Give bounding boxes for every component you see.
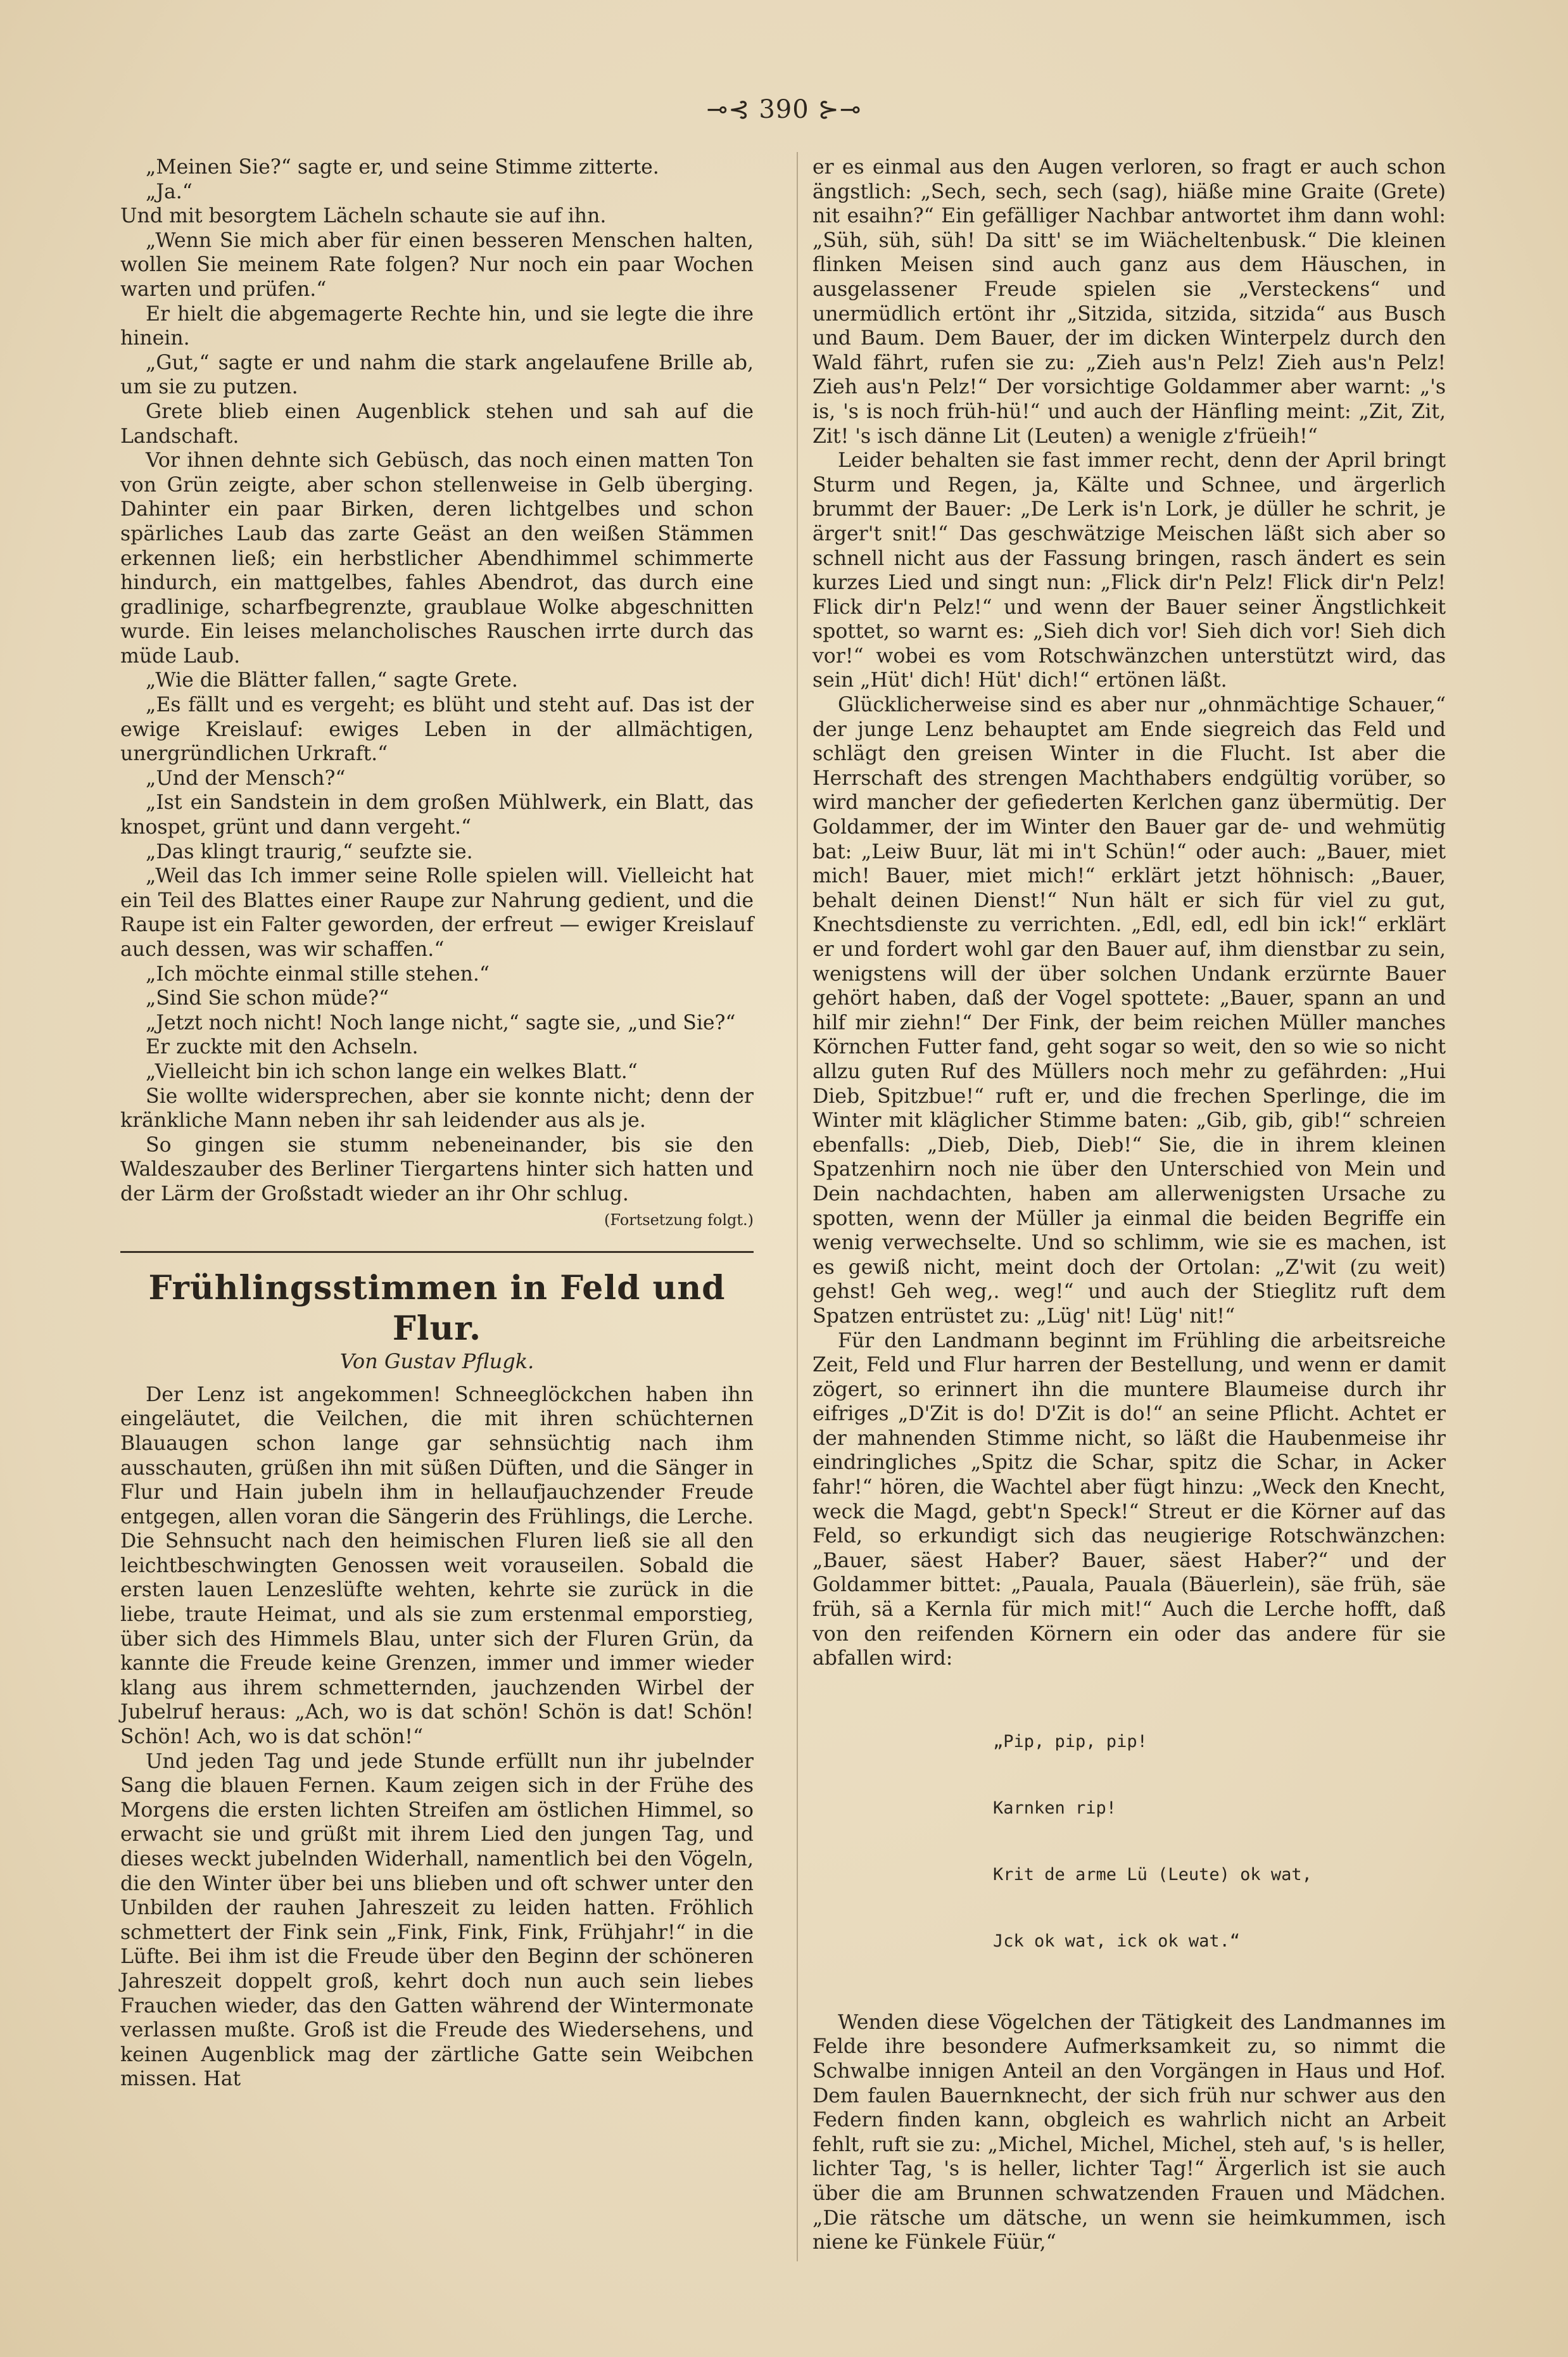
article-paragraph: Leider behalten sie fast immer recht, denn der April bringt Sturm und Regen, ja, Kälte und Schnee, und ärgerlich brummt der Bauer: „De Lerk is'n Lork, je düller he schrit, je ärger't snit!“ Das geschwätzige Meischen läßt sich aber so schnell nicht aus der Fassung bringen, rasch ändert es sein kurzes Lied und singt nun: „Flick dir'n Pelz! Flick dir'n Pelz! Flick dir'n Pelz!“ und wenn der Bauer seiner Ängstlichkeit spottet, so warnt es: „Sieh dich vor! Sieh dich vor! Sieh dich vor!“ wobei es vom Rotschwänzchen unterstützt wird, das sein „Hüt' dich! Hüt' dich!“ ertönen läßt. bbox=[812, 449, 1446, 692]
article-paragraph: Wenden diese Vögelchen der Tätigkeit des Landmannes im Felde ihre besondere Aufmerksamkeit zu, so nimmt die Schwalbe innigen Anteil an den Vorgängen in Haus und Hof. Dem faulen Bauernknecht, der sich früh nur schwer aus den Federn finden kann, obgleich es wahrlich nicht an Arbeit fehlt, ruft sie zu: „Michel, Michel, Michel, steh auf, 's is heller, lichter Tag, 's is heller, lichter Tag!“ Ärgerlich ist sie auch über die am Brunnen schwatzenden Frauen und Mädchen. „Die rätsche um dätsche, un wenn sie heimkummen, isch niene ke Fünkele Füür,“ bbox=[812, 2011, 1446, 2254]
verse-line: „Pip, pip, pip! bbox=[993, 1731, 1148, 1751]
story-continuation bbox=[120, 155, 754, 1232]
story-paragraph: Grete blieb einen Augenblick stehen und sah auf die Landschaft. bbox=[120, 400, 754, 448]
story-paragraph: „Sind Sie schon müde?“ bbox=[146, 987, 389, 1010]
verse-line: Karnken rip! bbox=[993, 1798, 1117, 1818]
story-paragraph: „Es fällt und es vergeht; es blüht und steht auf. Das ist der ewige Kreislauf: ewiges Leben in der allmächtigen, unergründlichen Urkraft.“ bbox=[120, 694, 754, 766]
column-divider bbox=[797, 152, 798, 2261]
bird-verse bbox=[993, 1686, 1446, 1997]
verse-line: Jck ok wat, ick ok wat.“ bbox=[993, 1931, 1241, 1951]
story-paragraph: Sie wollte widersprechen, aber sie konnte nicht; denn der kränkliche Mann neben ihr sah leidender aus als je. bbox=[120, 1084, 754, 1133]
article-paragraph: Und jeden Tag und jede Stunde erfüllt nun ihr jubelnder Sang die blauen Fernen. Kaum zeigen sich in der Frühe des Morgens die ersten lichten Streifen am östlichen Himmel, so erwacht sie und grüßt mit ihrem Lied den jungen Tag, und dieses weckt jubelnden Widerhall, namentlich bei den Vögeln, die den Winter über bei uns blieben und oft schwer unter den Unbilden der rauhen Jahreszeit zu leiden hatten. Fröhlich schmettert der Fink sein „Fink, Fink, Fink, Frühjahr!“ in die Lüfte. Bei ihm ist die Freude über den Beginn der schöneren Jahreszeit doppelt groß, kehrt doch nun auch sein liebes Frauchen wieder, das den Gatten während der Wintermonate verlassen mußte. Groß ist die Freude des Wiedersehens, und keinen Augenblick mag der zärtliche Gatte sein Weibchen missen. Hat bbox=[120, 1750, 754, 2091]
article-title: Frühlingsstimmen in Feld und Flur. bbox=[148, 1269, 726, 1349]
story-paragraph: Er hielt die abgemagerte Rechte hin, und sie legte die ihre hinein. bbox=[120, 302, 754, 350]
story-paragraph: Vor ihnen dehnte sich Gebüsch, das noch einen matten Ton von Grün zeigte, aber schon stellenweise in Gelb überging. Dahinter ein paar Birken, deren lichtgelbes und schon spärliches Laub das zarte Geäst an den weißen Stämmen erkennen ließ; ein herbstlicher Abendhimmel schimmerte hindurch, ein mattgelbes, fahles Abendrot, das durch eine gradlinige, scharfbegrenzte, graublaue Wolke abgeschnitten wurde. Ein leises melancholisches Rauschen irrte durch das müde Laub. bbox=[120, 449, 754, 668]
page-header bbox=[0, 95, 1568, 124]
ornament-left: ⊸⊰ bbox=[706, 95, 750, 124]
story-paragraph: „Und der Mensch?“ bbox=[146, 766, 346, 790]
article-paragraph: Glücklicherweise sind es aber nur „ohnmächtige Schauer,“ der junge Lenz behauptet am Ende siegreich das Feld und schlägt den greisen Winter in die Flucht. Ist aber die Herrschaft des strengen Machthabers endgültig vorüber, so wird mancher der gefiederten Kerlchen ganz übermütig. Der Goldammer, der im Winter den Bauer gar de- und wehmütig bat: „Leiw Buur, lät mi in't Schün!“ oder auch: „Bauer, miet mich! Bauer, miet mich!“ erklärt jetzt höhnisch: „Bauer, behalt deinen Dienst!“ Nun hält er sich für viel zu gut, Knechtsdienste zu verrichten. „Edl, edl, edl bin ick!“ erklärt er und fordert wohl gar den Bauer auf, ihm dienstbar zu sein, wenigstens will der über solchen Undank erzürnte Bauer gehört haben, daß der Vogel spottete: „Bauer, spann an und hilf mir ziehn!“ Der Fink, der beim reichen Müller manches Körnchen Futter fand, geht sogar so weit, den so wie so nicht allzu guten Ruf des Müllers noch mehr zu gefährden: „Hui Dieb, Spitzbue!“ ruft er, und die frechen Sperlinge, die im Winter mit kläglicher Stimme baten: „Gib, gib, gib!“ schreien ebenfalls: „Dieb, Dieb, Dieb!“ Sie, die in ihrem kleinen Spatzenhirn noch nie über den Unterschied von Mein und Dein nachdachten, haben am allerwenigsten Ursache zu spotten, wenn der Müller ja einmal die beiden Begriffe ein wenig verwechselte. Und so schlimm, wie sie es machen, ist es gewiß nicht, meint doch der Ortolan: „Z'wit (zu weit) gehst! Geh weg,. weg!“ und auch der Stieglitz ruft dem Spatzen entrüstet zu: „Lüg' nit! Lüg' nit!“ bbox=[812, 694, 1446, 1328]
article-paragraph: Der Lenz ist angekommen! Schneeglöckchen haben ihn eingeläutet, die Veilchen, die mit ihren schüchternen Blauaugen schon lange gar sehnsüchtig nach ihm ausschauten, grüßen ihn mit süßen Düften, und die Sänger in Flur und Hain jubeln ihm in hellaufjauchzender Freude entgegen, allen voran die Sängerin des Frühlings, die Lerche. Die Sehnsucht nach den heimischen Fluren ließ sie all den leichtbeschwingten Genossen weit vorauseilen. Sobald die ersten lauen Lenzeslüfte wehten, kehrte sie zurück in die liebe, traute Heimat, und als sie zum erstenmal emporstieg, über sich des Himmels Blau, unter sich der Fluren Grün, da kannte die Freude keine Grenzen, immer und immer wieder klang aus ihrem schmetternden, jauchzenden Wirbel der Jubelruf heraus: „Ach, wo is dat schön! Schön is dat! Schön! Schön! Ach, wo is dat schön!“ bbox=[120, 1383, 754, 1749]
story-paragraph: Er zuckte mit den Achseln. bbox=[146, 1036, 419, 1059]
story-paragraph: So gingen sie stumm nebeneinander, bis sie den Waldeszauber des Berliner Tiergartens hinter sich hatten und der Lärm der Großstadt wieder an ihr Ohr schlug. bbox=[120, 1133, 754, 1205]
story-paragraph: „Gut,“ sagte er und nahm die stark angelaufene Brille ab, um sie zu putzen. bbox=[120, 351, 754, 399]
right-column bbox=[812, 155, 1446, 2255]
article-paragraph: Für den Landmann beginnt im Frühling die arbeitsreiche Zeit, Feld und Flur harren der Bestellung, und wenn er damit zögert, so erinnert ihn die muntere Blaumeise durch ihr eifriges „D'Zit is do! D'Zit is do!“ an seine Pflicht. Achtet er der mahnenden Stimme nicht, so läßt die Haubenmeise ihr eindringliches „Spitz die Schar, spitz die Schar, in Acker fahr!“ hören, die Wachtel aber fügt hinzu: „Weck den Knecht, weck die Magd, gebt'n Speck!“ Streut er die Körner auf das Feld, so erkundigt sich das neugierige Rotschwänzchen: „Bauer, säest Haber? Bauer, säest Haber?“ und der Goldammer bittet: „Pauala, Pauala (Bäuerlein), säe früh, säe früh, sä a Kernla für mich mit!“ Auch die Lerche hofft, daß von den reifenden Körnern ein oder das andere für sie abfallen wird: bbox=[812, 1329, 1446, 1670]
story-paragraph: „Weil das Ich immer seine Rolle spielen will. Vielleicht hat ein Teil des Blattes einer Raupe zur Nahrung gedient, und die Raupe ist ein Falter geworden, der erfreut — ewiger Kreislauf auch dessen, was wir schaffen.“ bbox=[120, 865, 754, 961]
story-paragraph: „Wie die Blätter fallen,“ sagte Grete. bbox=[146, 669, 518, 692]
story-paragraph: „Meinen Sie?“ sagte er, und seine Stimme zitterte. bbox=[146, 156, 659, 179]
article-byline: Von Gustav Pflugk. bbox=[339, 1349, 534, 1374]
story-paragraph: Und mit besorgtem Lächeln schaute sie auf ihn. bbox=[120, 205, 607, 228]
page-number: 390 bbox=[759, 95, 809, 124]
article-divider bbox=[120, 1251, 754, 1253]
story-paragraph: „Das klingt traurig,“ seufzte sie. bbox=[146, 840, 473, 863]
story-paragraph: „Wenn Sie mich aber für einen besseren Menschen halten, wollen Sie meinem Rate folgen? Nur noch ein paar Wochen warten und prüfen.“ bbox=[120, 229, 754, 301]
continued-note: (Fortsetzung folgt.) bbox=[604, 1210, 754, 1229]
story-paragraph: „Vielleicht bin ich schon lange ein welkes Blatt.“ bbox=[146, 1060, 638, 1083]
story-paragraph: „Ja.“ bbox=[146, 180, 193, 203]
story-paragraph: „Ist ein Sandstein in dem großen Mühlwerk, ein Blatt, das knospet, grünt und dann vergeht.“ bbox=[120, 791, 754, 839]
ornament-right: ⊱⊸ bbox=[818, 95, 862, 124]
story-paragraph: „Jetzt noch nicht! Noch lange nicht,“ sagte sie, „und Sie?“ bbox=[146, 1011, 736, 1034]
article-paragraph: er es einmal aus den Augen verloren, so fragt er auch schon ängstlich: „Sech, sech, sech (sag), hiäße mine Graite (Grete) nit esaihn?“ Ein gefälliger Nachbar antwortet ihm dann wohl: „Süh, süh, süh! Da sitt' se im Wiächeltenbusk.“ Die kleinen flinken Meisen sind auch ganz aus dem Häuschen, in ausgelassener Freude spielen sie „Versteckens“ und unermüdlich ertönt ihr „Sitzida, sitzida, sitzida“ aus Busch und Baum. Dem Bauer, der im dicken Winterpelz durch den Wald fährt, rufen sie zu: „Zieh aus'n Pelz! Zieh aus'n Pelz! Zieh aus'n Pelz!“ Der vorsichtige Goldammer aber warnt: „'s is, 's is noch früh-hü!“ und auch der Hänfling meint: „Zit, Zit, Zit! 's isch dänne Lit (Leuten) a wenigle z'früeih!“ bbox=[812, 156, 1446, 448]
story-paragraph: „Ich möchte einmal stille stehen.“ bbox=[146, 962, 490, 986]
verse-line: Krit de arme Lü (Leute) ok wat, bbox=[993, 1864, 1312, 1884]
left-column bbox=[120, 155, 754, 2092]
